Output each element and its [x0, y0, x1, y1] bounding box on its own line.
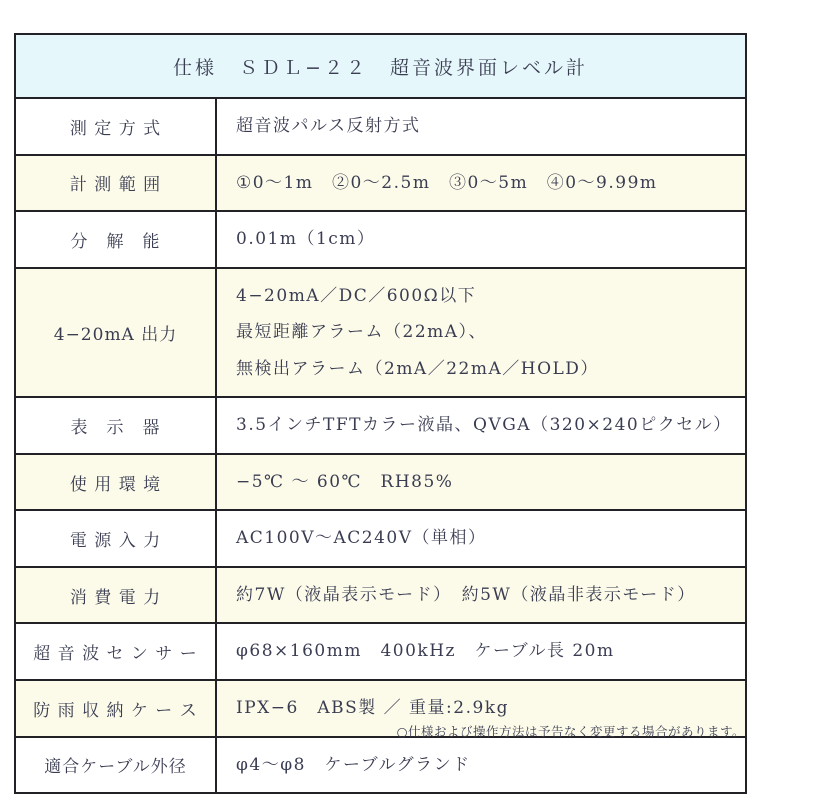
spec-value-line: 最短距離アラーム（22mA）、 — [236, 322, 488, 343]
spec-value-line: 3.5インチTFTカラー液晶、QVGA（320×240ピクセル） — [236, 415, 732, 436]
spec-row — [15, 268, 746, 398]
spec-row — [15, 567, 746, 624]
spec-label: 分 解 能 — [15, 211, 216, 268]
spec-label: 計 測 範 囲 — [15, 155, 216, 212]
spec-row — [15, 397, 746, 454]
spec-row — [15, 98, 746, 155]
spec-value — [216, 567, 746, 624]
spec-table — [14, 33, 747, 794]
spec-value — [216, 98, 746, 155]
spec-label: 電 源 入 力 — [15, 510, 216, 567]
spec-row — [15, 510, 746, 567]
spec-row — [15, 623, 746, 680]
spec-value-line: −5℃ 〜 60℃ RH85% — [236, 471, 454, 492]
spec-label: 超 音 波 セ ン サ ー — [15, 623, 216, 680]
spec-value — [216, 510, 746, 567]
spec-value-line: 約7W（液晶表示モード） 約5W（液晶非表示モード） — [236, 584, 696, 605]
spec-value-line: 4−20mA／DC／600Ω以下 — [236, 285, 477, 306]
spec-value — [216, 397, 746, 454]
spec-row — [15, 211, 746, 268]
spec-value-line: 超音波パルス反射方式 — [236, 116, 421, 136]
spec-value-line: φ68×160mm 400kHz ケーブル長 20m — [236, 641, 615, 662]
spec-label: 消 費 電 力 — [15, 567, 216, 624]
spec-value — [216, 623, 746, 680]
spec-value-line: 0.01m（1cm） — [236, 229, 376, 250]
spec-value-line: ①0〜1m ②0〜2.5m ③0〜5m ④0〜9.99m — [236, 172, 658, 193]
spec-row — [15, 454, 746, 511]
spec-value-line: IPX−6 ABS製 ／ 重量:2.9kg — [236, 698, 509, 719]
spec-label: 表 示 器 — [15, 397, 216, 454]
spec-value — [216, 737, 746, 794]
spec-value — [216, 454, 746, 511]
spec-row — [15, 737, 746, 794]
spec-label: 使 用 環 境 — [15, 454, 216, 511]
spec-label: 測 定 方 式 — [15, 98, 216, 155]
spec-value-line: 無検出アラーム（2mA／22mA／HOLD） — [236, 358, 599, 379]
spec-value-line: AC100V〜AC240V（単相） — [236, 528, 487, 549]
spec-label: 適合ケーブル外径 — [15, 737, 216, 794]
table-title: 仕様 ＳＤＬ−２２ 超音波界面レベル計 — [15, 34, 746, 98]
spec-value-line: φ4〜φ8 ケーブルグランド — [236, 754, 471, 775]
spec-row — [15, 155, 746, 212]
spec-value — [216, 155, 746, 212]
spec-value — [216, 211, 746, 268]
spec-value — [216, 268, 746, 398]
spec-label: 4−20mA 出力 — [15, 268, 216, 398]
table-title-row — [15, 34, 746, 98]
footer-note: ○仕様および操作方法は予告なく変更する場合があります。 — [396, 724, 745, 739]
spec-label: 防 雨 収 納 ケ ー ス — [15, 680, 216, 737]
